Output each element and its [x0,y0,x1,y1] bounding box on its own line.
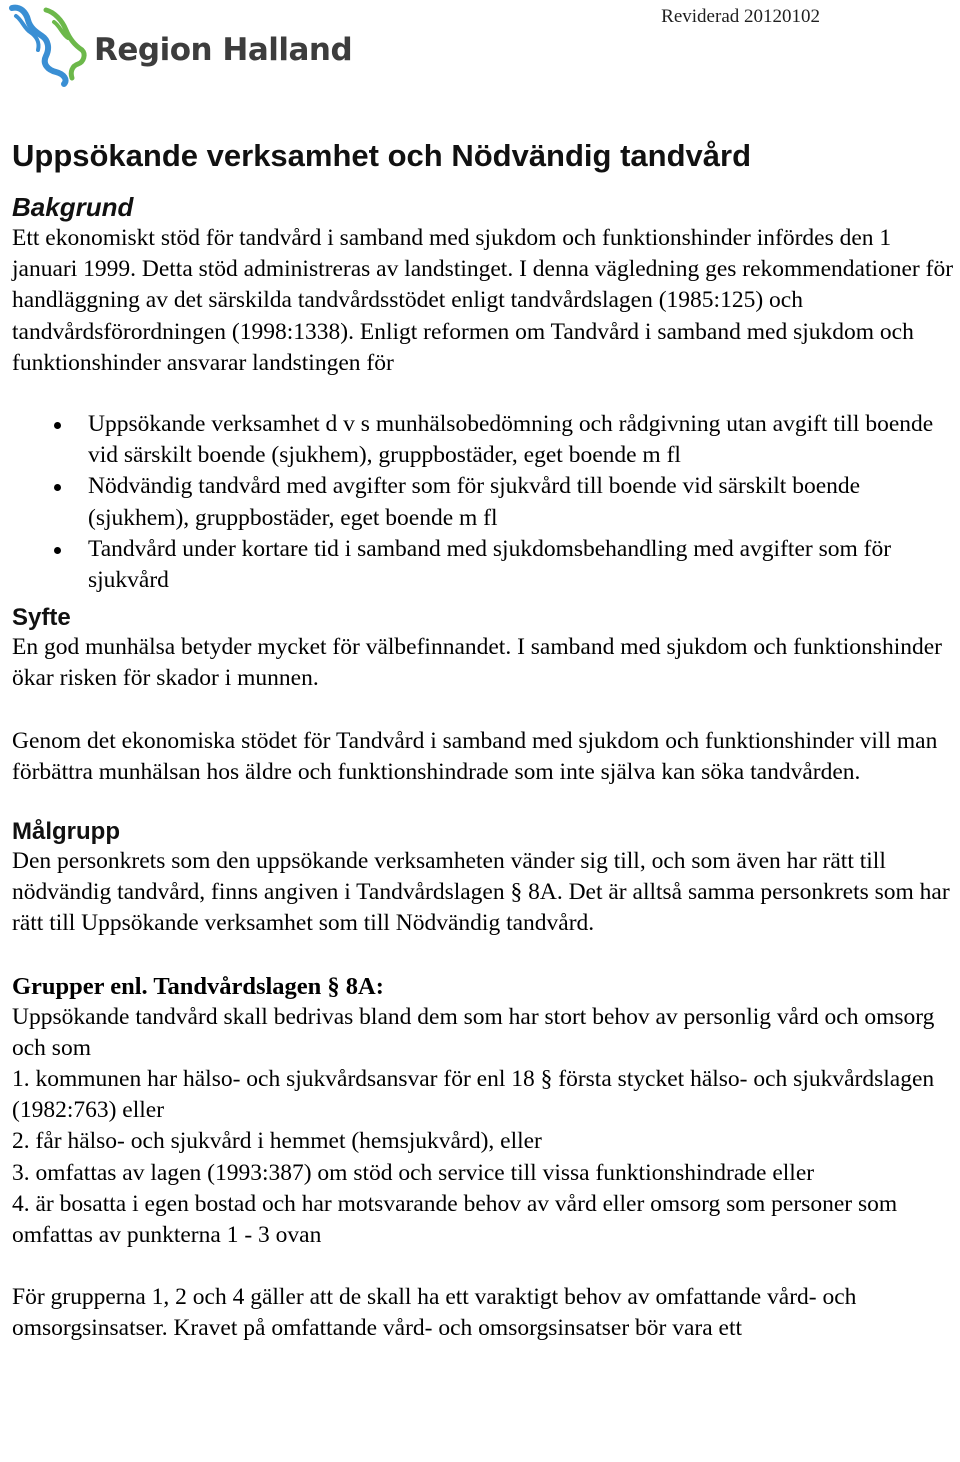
list-item: Tandvård under kortare tid i samband med sjukdomsbehandling med avgifter som för sjukvård [88,534,958,596]
grupper-closing: För grupperna 1, 2 och 4 gäller att de skall ha ett varaktigt behov av omfattande vård- och omsorgsinsatser. Kravet på omfattande vård- och omsorgsinsatser bör vara ett [12,1284,857,1342]
grupper-item: 2. får hälso- och sjukvård i hemmet (hemsjukvård), eller [12,1128,542,1155]
malgrupp-paragraph: Den personkrets som den uppsökande verksamheten vänder sig till, och som även har rätt till nödvändig tandvård, finns angiven i Tandvårdslagen § 8A. Det är alltså samma personkrets som har rätt till Uppsökande verksamhet som till Nödvändig tandvård. [12,848,950,937]
section-heading-bakgrund: Bakgrund [12,192,134,222]
document-body [12,138,958,1345]
section-heading-syfte: Syfte [12,604,71,632]
responsibility-list [12,409,958,596]
section-heading-grupper: Grupper enl. Tandvårdslagen § 8A: [12,972,384,1000]
section-heading-malgrupp: Målgrupp [12,818,120,846]
document-title: Uppsökande verksamhet och Nödvändig tandvård [12,138,752,173]
list-item: Nödvändig tandvård med avgifter som för sjukvård till boende vid särskilt boende (sjukhem), gruppbostäder, eget boende m fl [88,471,958,533]
region-halland-logo [6,2,366,88]
revised-date: Reviderad 20120102 [661,6,820,27]
logo-text: Region Halland [94,32,353,68]
grupper-intro: Uppsökande tandvård skall bedrivas bland dem som har stort behov av personlig vård och omsorg och som [12,1003,935,1061]
list-item: Uppsökande verksamhet d v s munhälsobedömning och rådgivning utan avgift till boende vid särskilt boende (sjukhem), gruppbostäder, eget boende m fl [88,409,958,471]
syfte-paragraph-1: En god munhälsa betyder mycket för välbefinnandet. I samband med sjukdom och funktionshinder ökar risken för skador i munnen. [12,634,942,692]
grupper-item: 1. kommunen har hälso- och sjukvårdsansvar för enl 18 § första stycket hälso- och sjukvårdslagen (1982:763) eller [12,1066,935,1124]
grupper-item: 4. är bosatta i egen bostad och har motsvarande behov av vård eller omsorg som personer som omfattas av punkterna 1 - 3 ovan [12,1190,898,1249]
grupper-item: 3. omfattas av lagen (1993:387) om stöd och service till vissa funktionshindrade eller [12,1159,815,1186]
region-halland-emblem-icon [6,2,96,88]
syfte-paragraph-2: Genom det ekonomiska stödet för Tandvård i samband med sjukdom och funktionshinder vill man förbättra munhälsan hos äldre och funktionshindrade som inte själva kan söka tandvården. [12,727,938,785]
bakgrund-paragraph: Ett ekonomiskt stöd för tandvård i samband med sjukdom och funktionshinder infördes den 1 januari 1999. Detta stöd administreras av landstinget. I denna vägledning ges rekommendationer för handläggning av det särskilda tandvårdsstödet enligt tandvårdslagen (1985:125) och tandvårdsförordningen (1998:1338). Enligt reformen om Tandvård i samband med sjukdom och funktionshinder ansvarar landstingen för [12,225,954,376]
